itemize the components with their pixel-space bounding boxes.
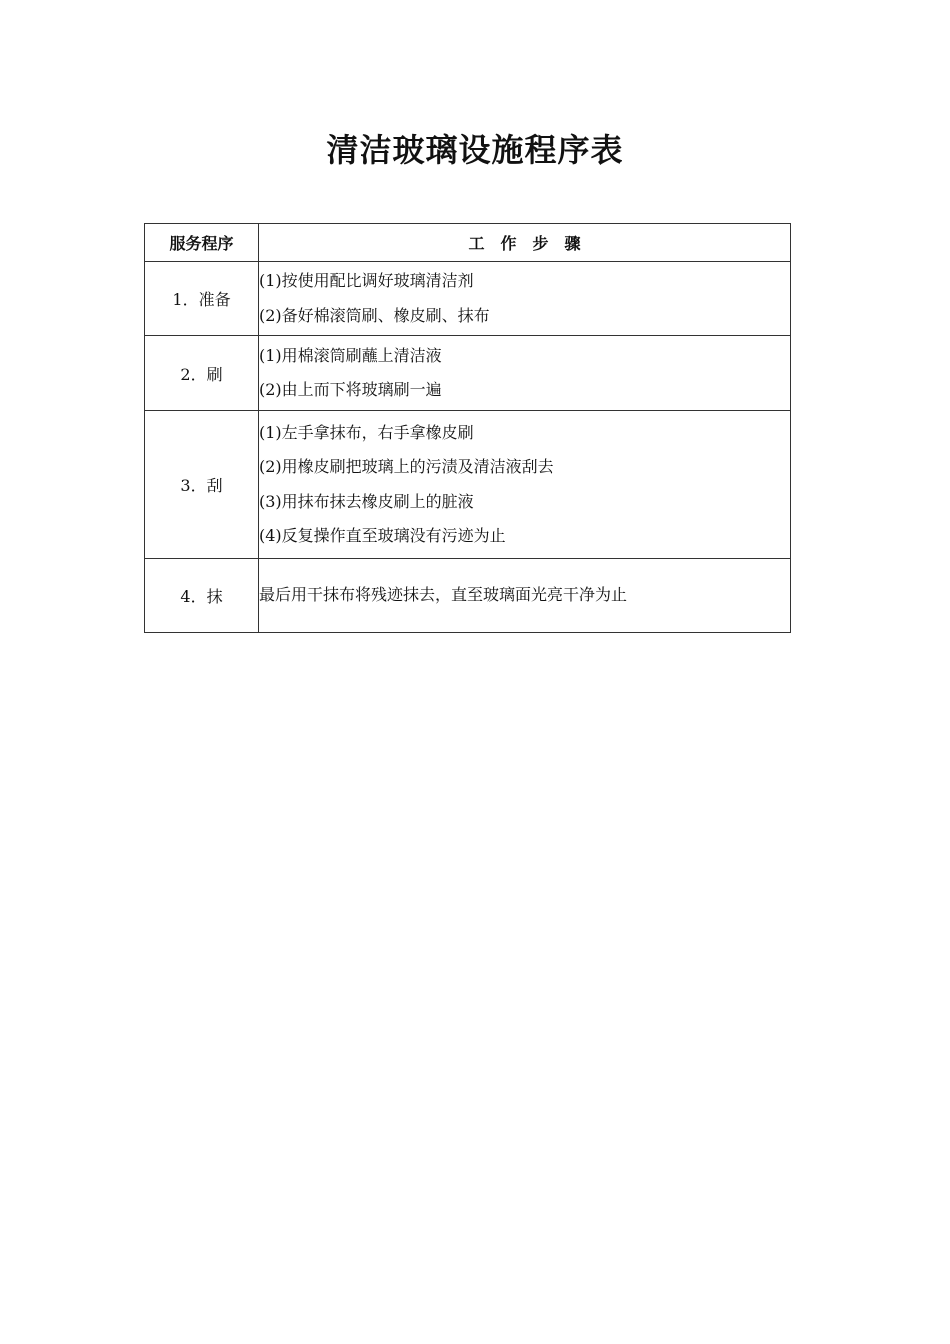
- step-details: [259, 336, 791, 411]
- header-work-steps: 工 作 步 骤: [259, 224, 791, 262]
- table-header-row: [145, 224, 791, 262]
- step-details: [259, 411, 791, 559]
- step-detail-line: 最后用干抹布将残迹抹去，直至玻璃面光亮干净为止: [259, 585, 628, 605]
- table-row: [145, 559, 791, 633]
- step-name: 1．准备: [145, 262, 259, 336]
- table-row: [145, 411, 791, 559]
- step-detail-line: (2)备好棉滚筒刷、橡皮刷、抹布: [259, 305, 490, 325]
- step-detail-line: (4)反复操作直至玻璃没有污迹为止: [259, 526, 506, 545]
- header-service-procedure: 服务程序: [145, 224, 259, 262]
- step-details: [259, 559, 791, 633]
- table-row: [145, 262, 791, 336]
- page-title: 清洁玻璃设施程序表: [326, 131, 624, 169]
- step-detail-line: (1)按使用配比调好玻璃清洁剂: [259, 271, 474, 290]
- step-detail-line: (3)用抹布抹去橡皮刷上的脏液: [259, 491, 474, 511]
- step-details: [259, 262, 791, 336]
- step-name: 3．刮: [145, 411, 259, 559]
- step-detail-line: (1)用棉滚筒刷蘸上清洁液: [259, 345, 442, 365]
- step-name: 2．刷: [145, 336, 259, 411]
- step-detail-line: (2)用橡皮刷把玻璃上的污渍及清洁液刮去: [259, 457, 554, 476]
- step-detail-line: (2)由上而下将玻璃刷一遍: [259, 380, 442, 399]
- step-detail-line: (1)左手拿抹布，右手拿橡皮刷: [259, 422, 474, 442]
- step-name: 4．抹: [145, 559, 259, 633]
- table-row: [145, 336, 791, 411]
- procedure-table: [144, 223, 791, 633]
